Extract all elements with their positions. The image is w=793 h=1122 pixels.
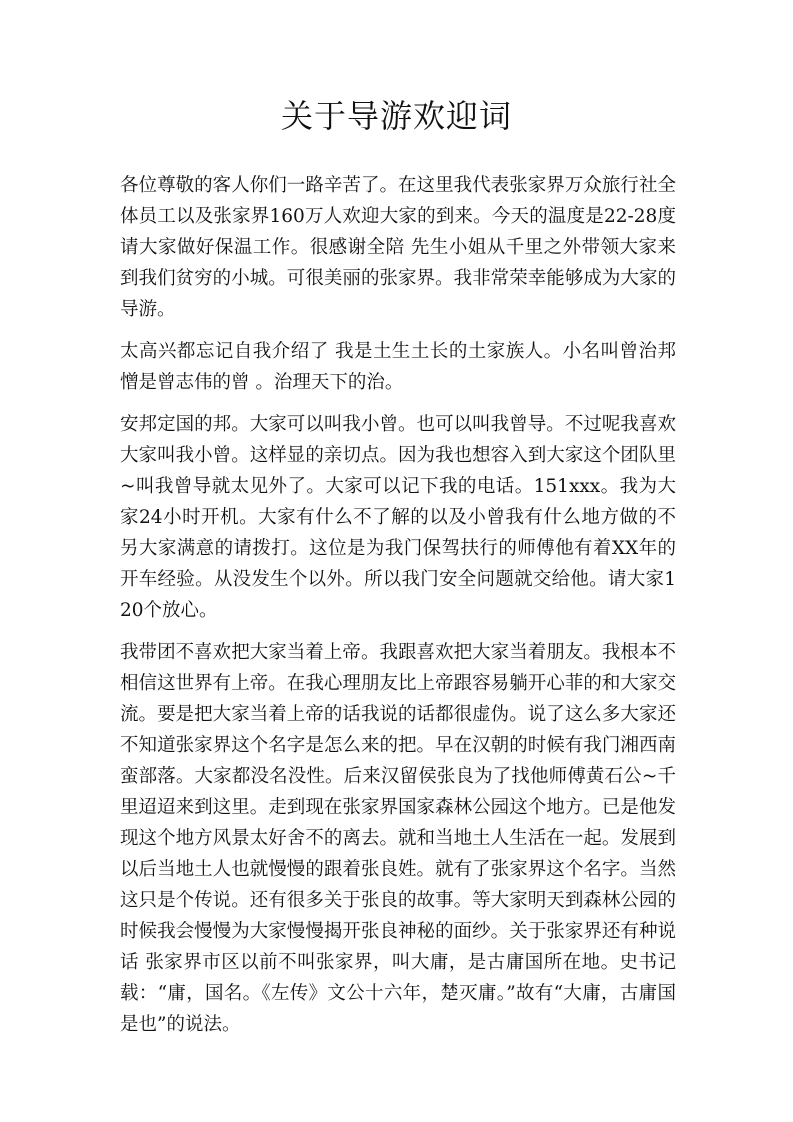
paragraph-zhangjiajie-history: 我带团不喜欢把大家当着上帝。我跟喜欢把大家当着朋友。我根本不相信这世界有上帝。在我心理朋友比上帝跟容易躺开心菲的和大家交流。要是把大家当着上帝的话我说的话都很虚伪。说了这么多大家还不知道张家界这个名字是怎么来的把。早在汉朝的时候有我门湘西南蛮部落。大家都没名没性。后来汉留侯张良为了找他师傅黄石公~千里迢迢来到这里。走到现在张家界国家森林公园这个地方。已是他发现这个地方风景太好舍不的离去。就和当地土人生活在一起。发展到以后当地土人也就慢慢的跟着张良姓。就有了张家界这个名字。当然这只是个传说。还有很多关于张良的故事。等大家明天到森林公园的时候我会慢慢为大家慢慢揭开张良神秘的面纱。关于张家界还有种说话 张家界市区以前不叫张家界，叫大庸，是古庸国所在地。史书记载：“庸，国名。《左传》文公十六年，楚灭庸。”故有“大庸，古庸国是也”的说法。 xyxy=(120,642,676,1035)
paragraph-contact-driver: 安邦定国的邦。大家可以叫我小曾。也可以叫我曾导。不过呢我喜欢大家叫我小曾。这样显的亲切点。因为我也想容入到大家这个团队里~叫我曾导就太见外了。大家可以记下我的电话。151xxx。我为大家24小时开机。大家有什么不了解的以及小曾我有什么地方做的不另大家满意的请拨打。这位是为我门保驾扶行的师傅他有着XX年的开车经验。从没发生个以外。所以我门安全问题就交给他。请大家120个放心。 xyxy=(120,414,676,621)
document-body xyxy=(120,170,676,1051)
paragraph-welcome: 各位尊敬的客人你们一路辛苦了。在这里我代表张家界万众旅行社全体员工以及张家界160万人欢迎大家的到来。今天的温度是22-28度请大家做好保温工作。很感谢全陪 先生小姐从千里之外带领大家来到我们贫穷的小城。可很美丽的张家界。我非常荣幸能够成为大家的导游。 xyxy=(120,175,676,320)
paragraph-self-intro: 太高兴都忘记自我介绍了 我是土生土长的土家族人。小名叫曾治邦 憎是曾志伟的曾 。治理天下的治。 xyxy=(120,341,676,393)
document-title: 关于导游欢迎词 xyxy=(280,97,512,135)
